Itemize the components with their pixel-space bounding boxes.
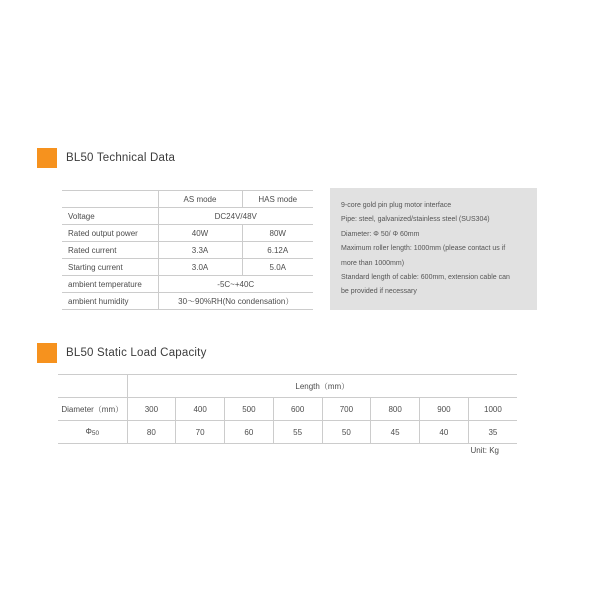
- load-value: 35: [468, 421, 517, 444]
- load-header-blank-cell: [58, 375, 127, 398]
- note-line: more than 1000mm): [341, 259, 405, 267]
- length-value: 1000: [468, 398, 517, 421]
- static-load-capacity-table: [58, 374, 517, 444]
- spec-value: DC24V/48V: [158, 208, 313, 225]
- spec-label: Rated output power: [62, 225, 158, 242]
- length-value: 500: [225, 398, 274, 421]
- spec-row-starting-current: [62, 259, 313, 276]
- spec-value-has: 80W: [242, 225, 313, 242]
- technical-data-table: [62, 190, 313, 310]
- phi-symbol: Φ: [85, 427, 92, 436]
- diameter-row-label: [58, 421, 127, 444]
- diameter-header: Diameter（mm）: [58, 398, 127, 421]
- spec-value: -5C~+40C: [158, 276, 313, 293]
- load-value: 80: [127, 421, 176, 444]
- load-header-row: [58, 375, 517, 398]
- spec-value-has: 5.0A: [242, 259, 313, 276]
- section-header-technical-data: [37, 148, 175, 168]
- spec-header-blank-cell: [62, 191, 158, 208]
- spec-row-voltage: [62, 208, 313, 225]
- load-value: 55: [273, 421, 322, 444]
- length-header: Length（mm）: [127, 375, 517, 398]
- spec-row-rated-current: [62, 242, 313, 259]
- length-value: 300: [127, 398, 176, 421]
- load-value: 40: [420, 421, 469, 444]
- section-title: BL50 Technical Data: [66, 152, 176, 164]
- load-value: 70: [176, 421, 225, 444]
- diameter-size: 50: [91, 430, 100, 437]
- note-line: Standard length of cable: 600mm, extension cable can: [341, 274, 510, 282]
- col-header-has-mode: HAS mode: [242, 191, 313, 208]
- spec-row-rated-output-power: [62, 225, 313, 242]
- spec-label: ambient humidity: [62, 293, 158, 310]
- section-title: BL50 Static Load Capacity: [66, 347, 207, 359]
- spec-value-as: 3.3A: [158, 242, 242, 259]
- load-value: 50: [322, 421, 371, 444]
- spec-label: Starting current: [62, 259, 158, 276]
- note-line: 9-core gold pin plug motor interface: [341, 202, 452, 209]
- notes-panel: [330, 188, 537, 310]
- spec-value-as: 40W: [158, 225, 242, 242]
- note-line: Pipe: steel, galvanized/stainless steel (SUS304): [341, 216, 490, 224]
- load-lengths-row: [58, 398, 517, 421]
- col-header-as-mode: AS mode: [158, 191, 242, 208]
- spec-row-ambient-temperature: [62, 276, 313, 293]
- length-value: 700: [322, 398, 371, 421]
- spec-value-has: 6.12A: [242, 242, 313, 259]
- spec-label: Rated current: [62, 242, 158, 259]
- spec-header-row: [62, 191, 313, 208]
- spec-value-as: 3.0A: [158, 259, 242, 276]
- load-value: 60: [225, 421, 274, 444]
- orange-bullet-icon: [37, 343, 57, 363]
- unit-label: Unit: Kg: [470, 446, 499, 455]
- length-value: 800: [371, 398, 420, 421]
- spec-value: 30～90%RH(No condensation）: [158, 293, 313, 310]
- load-value: 45: [371, 421, 420, 444]
- spec-label: Voltage: [62, 208, 158, 225]
- length-value: 600: [273, 398, 322, 421]
- spec-label: ambient temperature: [62, 276, 158, 293]
- orange-bullet-icon: [37, 148, 57, 168]
- note-line: Maximum roller length: 1000mm (please contact us if: [341, 245, 506, 253]
- length-value: 900: [420, 398, 469, 421]
- note-line: Diameter: Φ 50/ Φ 60mm: [341, 230, 420, 238]
- load-values-row: [58, 421, 517, 444]
- length-value: 400: [176, 398, 225, 421]
- spec-row-ambient-humidity: [62, 293, 313, 310]
- section-header-static-load-capacity: [37, 343, 207, 363]
- note-line: be provided if necessary: [341, 288, 417, 296]
